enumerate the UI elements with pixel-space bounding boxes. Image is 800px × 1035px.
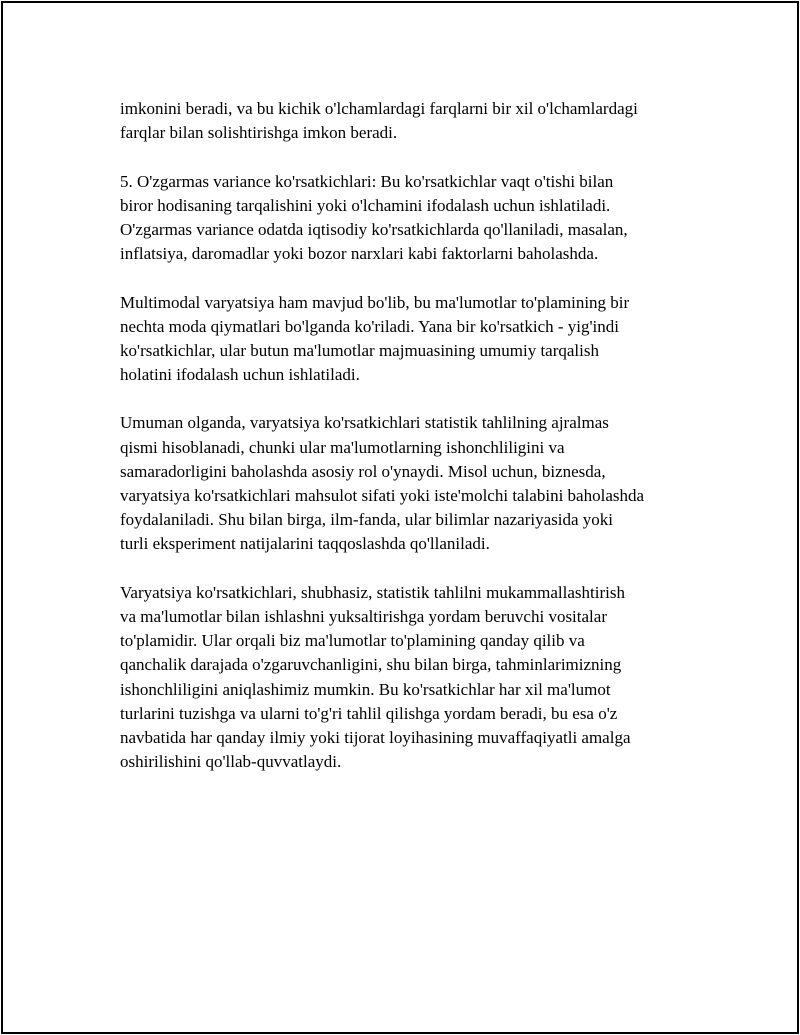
paragraph <box>120 170 690 267</box>
text-line: qismi hisoblanadi, chunki ular ma'lumotlarning ishonchliligini va <box>120 437 565 457</box>
paragraph <box>120 97 690 145</box>
text-line: foydalaniladi. Shu bilan birga, ilm-fanda, ular bilimlar nazariyasida yoki <box>120 510 614 530</box>
text-line: qanchalik darajada o'zgaruvchanligini, shu bilan birga, tahminlarimizning <box>120 655 622 675</box>
document-body <box>120 97 690 798</box>
text-line: Multimodal varyatsiya ham mavjud bo'lib, bu ma'lumotlar to'plamining bir <box>120 292 630 312</box>
text-line: oshirilishini qo'llab-quvvatlaydi. <box>120 752 342 772</box>
text-line: ko'rsatkichlar, ular butun ma'lumotlar majmuasining umumiy tarqalish <box>120 340 599 360</box>
text-line: Umuman olganda, varyatsiya ko'rsatkichlari statistik tahlilning ajralmas <box>120 413 609 433</box>
text-line: nechta moda qiymatlari bo'lganda ko'riladi. Yana bir ko'rsatkich - yig'indi <box>120 316 620 336</box>
text-line: O'zgarmas variance odatda iqtisodiy ko'rsatkichlarda qo'llaniladi, masalan, <box>120 219 628 239</box>
text-line: imkonini beradi, va bu kichik o'lchamlardagi farqlarni bir xil o'lchamlardagi <box>120 99 638 118</box>
text-line: varyatsiya ko'rsatkichlari mahsulot sifati yoki iste'molchi talabini baholashda <box>120 486 645 505</box>
paragraph <box>120 411 690 556</box>
page-frame <box>1 1 799 1034</box>
paragraph <box>120 581 690 775</box>
text-line: holatini ifodalash uchun ishlatiladi. <box>120 365 360 385</box>
text-line: samaradorligini baholashda asosiy rol o'ynaydi. Misol uchun, biznesda, <box>120 461 606 481</box>
text-line: va ma'lumotlar bilan ishlashni yuksaltirishga yordam beruvchi vositalar <box>120 606 607 626</box>
text-line: turli eksperiment natijalarini taqqoslashda qo'llaniladi. <box>120 534 490 554</box>
text-line: to'plamidir. Ular orqali biz ma'lumotlar to'plamining qanday qilib va <box>120 631 585 651</box>
paragraph <box>120 291 690 388</box>
text-line: inflatsiya, daromadlar yoki bozor narxlari kabi faktorlarni baholashda. <box>120 244 599 264</box>
text-line: biror hodisaning tarqalishini yoki o'lchamini ifodalash uchun ishlatiladi. <box>120 195 611 215</box>
text-line: ishonchliligini aniqlashimiz mumkin. Bu ko'rsatkichlar har xil ma'lumot <box>120 679 611 699</box>
text-line: 5. O'zgarmas variance ko'rsatkichlari: Bu ko'rsatkichlar vaqt o'tishi bilan <box>120 171 614 191</box>
text-line: farqlar bilan solishtirishga imkon beradi. <box>120 123 398 143</box>
text-line: turlarini tuzishga va ularni to'g'ri tahlil qilishga yordam beradi, bu esa o'z <box>120 703 618 723</box>
text-line: navbatida har qanday ilmiy yoki tijorat loyihasining muvaffaqiyatli amalga <box>120 727 631 747</box>
text-line: Varyatsiya ko'rsatkichlari, shubhasiz, statistik tahlilni mukammallashtirish <box>120 582 625 602</box>
